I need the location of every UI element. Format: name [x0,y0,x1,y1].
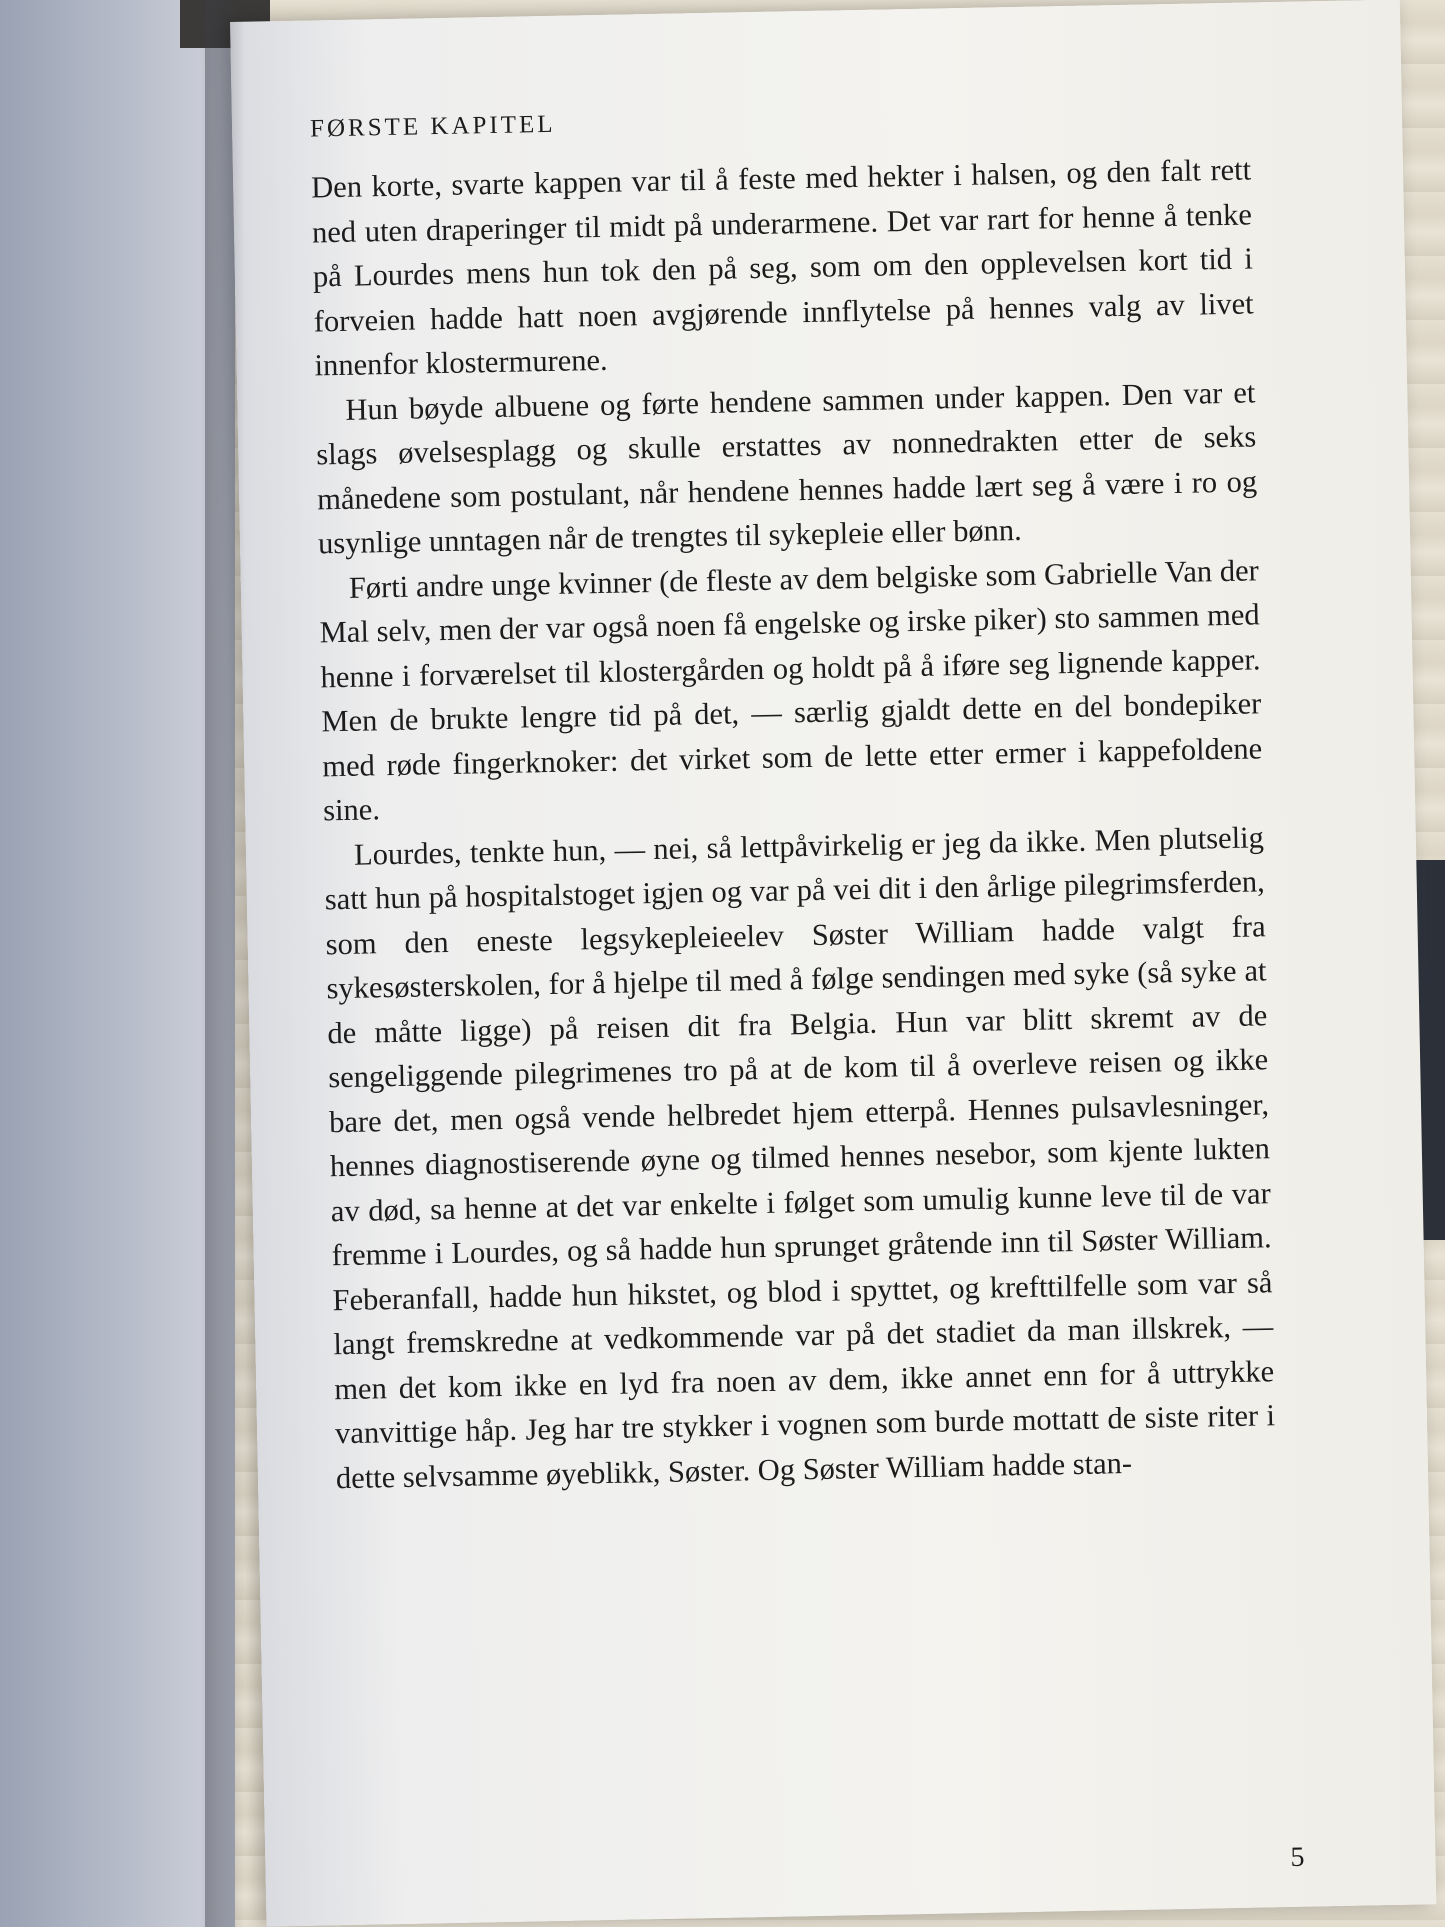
spine-shadow [205,0,245,1927]
paragraph-2: Hun bøyde albuene og førte hendene sammen under kappen. Den var et slags øvelsesplagg og skulle erstattes av nonnedrakten etter de seks månedene som postulant, når hendene hennes hadde lært seg å være i ro og usynlige unntagen når de trengtes til sykepleie eller bønn. [315,374,1258,561]
paragraph-4: Lourdes, tenkte hun, — nei, så lettpåvirkelig er jeg da ikke. Men plutselig satt hun på hospitalstoget igjen og var på vei dit i den årlige pilegrimsferden, som den eneste legsykepleieelev Søster William hadde valgt fra sykesøsterskolen, for å hjelpe til med å følge sendingen med syke (så syke at de måtte ligge) på reisen dit fra Belgia. Hun var blitt skremt av de sengeliggende pilegrimenes tro på at de kom til å overleve reisen og ikke bare det, men også vende helbredet hjem etterpå. Hennes pulsavlesninger, hennes diagnostiserende øyne og tilmed hennes nesebor, som kjente lukten av død, sa henne at det var enkelte i følget som umulig kunne leve til de var fremme i Lourdes, og så hadde hun sprunget gråtende inn til Søster William. Feberanfall, hadde hun hikstet, og blod i spyttet, og krefttilfelle som var så langt fremskredne at vedkommende var på det stadiet da man illskrek, — men det kom ikke en lyd fra noen av dem, ikke annet enn for å uttrykke vanvittige håp. Jeg har tre stykker i vognen som burde mottatt de siste riter i dette selvsamme øyeblikk, Søster. Og Søster William hadde stan- [324,819,1276,1495]
book-page [230,0,1436,1927]
paragraph-3: Førti andre unge kvinner (de fleste av dem belgiske som Gabrielle Van der Mal selv, men der var også noen få engelske og irske piker) sto sammen med henne i forværelset til klostergården og holdt på å iføre seg lignende kapper. Men de brukte lengre tid på det, — særlig gjaldt dette en del bondepiker med røde fingerknoker: det virket som de lette etter ermer i kappefoldene sine. [319,552,1263,828]
left-page [0,0,235,1927]
page-number: 5 [1290,1841,1305,1873]
paragraph-1: Den korte, svarte kappen var til å feste med hekter i halsen, og den falt rett ned uten draperinger til midt på underarmene. Det var rart for henne å tenke på Lourdes mens hun tok den på seg, som om den opplevelsen kort tid i forveien hadde hatt noen avgjørende innflytelse på hennes valg av livet innenfor klostermurene. [310,152,1254,383]
page-content [310,97,1276,1500]
chapter-title: FØRSTE KAPITEL [309,110,556,143]
